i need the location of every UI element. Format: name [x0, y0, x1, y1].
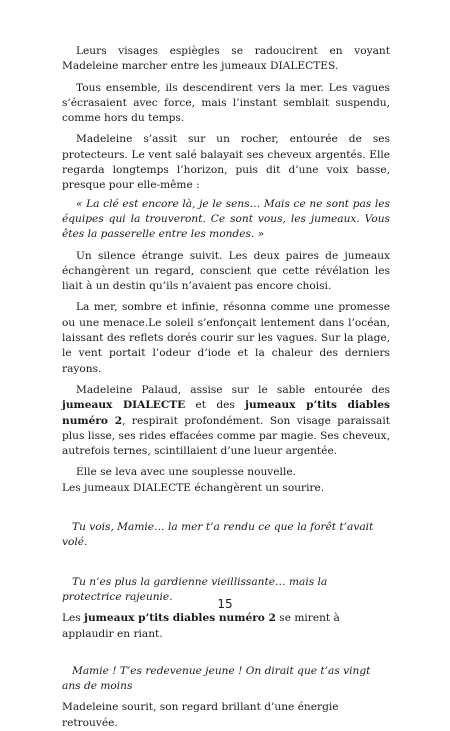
- text-run: , respirait profondément. Son visage paraissait plus lisse, ses rides effacées comme par magie. Ses cheveux, autrefois ternes, scintillaient d’une lueur argentée.: [62, 414, 390, 458]
- text-run: Les: [62, 612, 85, 625]
- text-run: se mirent à applaudir en riant.: [62, 612, 340, 640]
- paragraph: Tous ensemble, ils descendirent vers la mer. Les vagues s’écrasaient avec force, mais l’instant semblait suspendu, comme hors du temps.: [62, 81, 390, 125]
- paragraph: Madeleine s’assit sur un rocher, entourée de ses protecteurs. Le vent salé balayait ses cheveux argentés. Elle regarda longtemps l’horizon, puis dit d’une voix basse, presque pour elle-même :: [62, 133, 390, 192]
- paragraph: La mer, sombre et infinie, résonna comme une promesse ou une menace.Le soleil s’enfonçait lentement dans l’océan, laissant des reflets dorés courir sur les vagues. Sur la plage, le vent portait l’odeur d’iode et la chaleur des derniers rayons.: [62, 301, 390, 375]
- page-number: 15: [217, 597, 233, 611]
- bold-text: jumeaux p’tits diables numéro 2: [84, 612, 276, 625]
- page-body: [62, 44, 390, 731]
- dialogue-line: Tu vois, Mamie… la mer t’a rendu ce que la forêt t’avait volé.: [62, 521, 374, 549]
- paragraph: Les jumeaux DIALECTE échangèrent un sourire.: [62, 481, 325, 494]
- paragraph: Un silence étrange suivit. Les deux paires de jumeaux échangèrent un regard, conscient que cette révélation les liait à un destin qu’ils n’avaient pas encore choisi.: [62, 249, 390, 293]
- paragraph: Leurs visages espiègles se radoucirent en voyant Madeleine marcher entre les jumeaux DIALECTES.: [62, 45, 390, 73]
- paragraph: [62, 383, 390, 459]
- dialogue-line: Tu n’es plus la gardienne vieillissante… mais la protectrice rajeunie.: [62, 575, 328, 603]
- paragraph: Madeleine sourit, son regard brillant d’une énergie retrouvée.: [62, 701, 339, 729]
- bold-text: jumeaux p’tits diables numéro 2: [62, 399, 390, 427]
- text-run: Madeleine Palaud, assise sur le sable entourée des: [76, 383, 390, 396]
- paragraph: Elle se leva avec une souplesse nouvelle.: [76, 466, 296, 479]
- paragraph: [62, 611, 390, 642]
- text-run: et des: [185, 399, 246, 412]
- dialogue-line: Mamie ! T’es redevenue jeune ! On dirait que t’as vingt ans de moins: [62, 664, 371, 693]
- bold-text: jumeaux DIALECTE: [62, 399, 186, 412]
- quote-paragraph: « La clé est encore là, je le sens… Mais ce ne sont pas les équipes qui la trouveront. Ce sont vous, les jumeaux. Vous êtes la passerelle entre les mondes. »: [62, 197, 390, 241]
